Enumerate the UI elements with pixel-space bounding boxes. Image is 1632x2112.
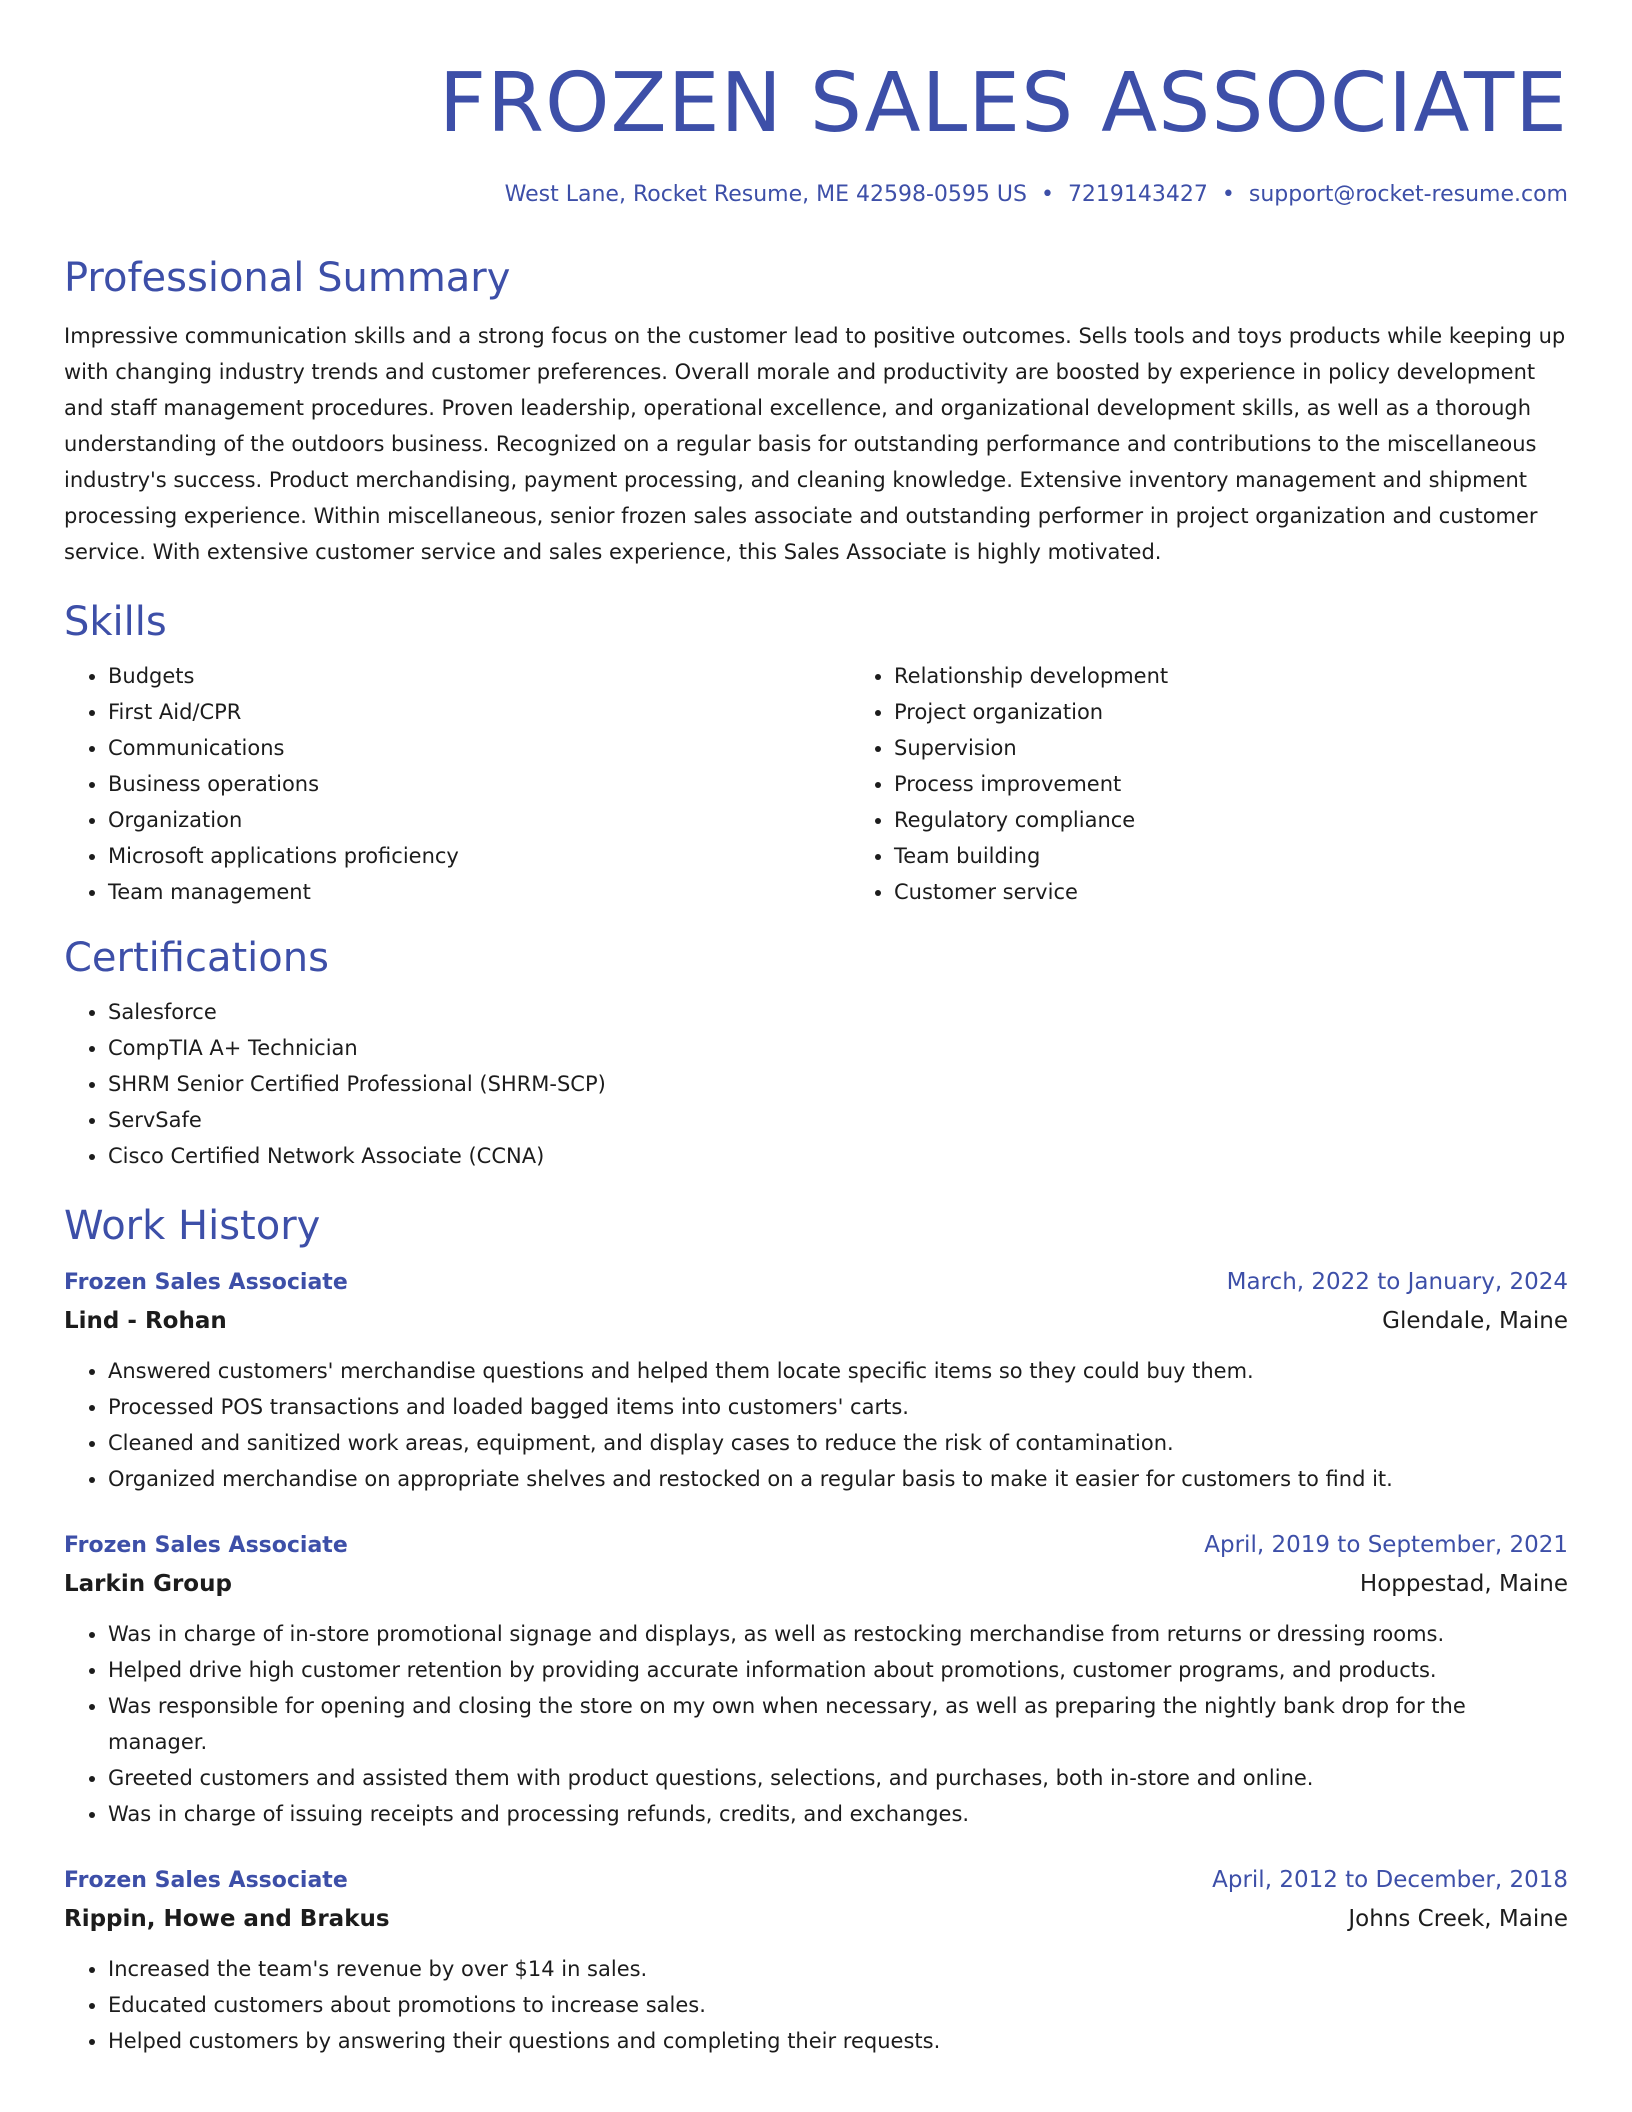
- certifications-heading: Certifications: [64, 935, 329, 981]
- job-entry: [64, 1264, 1568, 1497]
- job-title-row: [64, 1264, 1568, 1301]
- job-dates: April, 2012 to December, 2018: [1212, 1867, 1568, 1893]
- certifications-list: [64, 994, 1568, 1174]
- job-dates: March, 2022 to January, 2024: [1226, 1269, 1568, 1295]
- skill-item: • Relationship development: [894, 658, 1632, 694]
- job-bullet: • Helped drive high customer retention by providing accurate information about promotions, customer programs, and products.: [108, 1652, 1568, 1688]
- summary-text: Impressive communication skills and a strong focus on the customer lead to positive outcomes. Sells tools and toys products while keeping up with changing industry trends and customer preferences. Overall morale and productivity are boosted by experience in policy development and staff management procedures. Proven leadership, operational excellence, and organizational development skills, as well as a thorough understanding of the outdoors business. Recognized on a regular basis for outstanding performance and contributions to the miscellaneous industry's success. Product merchandising, payment processing, and cleaning knowledge. Extensive inventory management and shipment processing experience. Within miscellaneous, senior frozen sales associate and outstanding performer in project organization and customer service. With extensive customer service and sales experience, this Sales Associate is highly motivated.: [64, 324, 1566, 564]
- job-bullet: • Increased the team's revenue by over $14 in sales.: [108, 1951, 1568, 1987]
- job-title: Frozen Sales Associate: [64, 1533, 348, 1558]
- job-company: Larkin Group: [64, 1571, 232, 1597]
- certification-item: • ServSafe: [108, 1102, 1568, 1138]
- certification-item: • Cisco Certified Network Associate (CCNA): [108, 1138, 1568, 1174]
- skill-item: • Budgets: [108, 658, 850, 694]
- job-bullet: • Was responsible for opening and closing the store on my own when necessary, as well as preparing the nightly bank drop for the manager.: [108, 1688, 1568, 1760]
- contact-phone: 7219143427: [1067, 182, 1208, 207]
- job-bullet: • Organized merchandise on appropriate shelves and restocked on a regular basis to make it easier for customers to find it.: [108, 1461, 1568, 1497]
- skill-item: • Process improvement: [894, 766, 1632, 802]
- contact-address: West Lane, Rocket Resume, ME 42598-0595 US: [504, 182, 1027, 207]
- skill-item: • Team management: [108, 874, 850, 910]
- job-entry: [64, 1862, 1568, 2059]
- skills-section: [64, 598, 1568, 910]
- job-company-row: [64, 1301, 1568, 1341]
- skill-item: • Customer service: [894, 874, 1632, 910]
- skill-item: • First Aid/CPR: [108, 694, 850, 730]
- skills-list-left: [64, 658, 850, 910]
- contact-line: [64, 180, 1568, 210]
- work-history-heading: Work History: [64, 1203, 321, 1249]
- skill-item: • Project organization: [894, 694, 1632, 730]
- summary-heading: Professional Summary: [64, 255, 511, 301]
- work-history-section: [64, 1202, 1568, 2059]
- skill-item: • Communications: [108, 730, 850, 766]
- job-title: Frozen Sales Associate: [64, 1868, 348, 1893]
- job-location: Johns Creek, Maine: [1348, 1906, 1568, 1932]
- job-bullet: • Answered customers' merchandise questions and helped them locate specific items so they could buy them.: [108, 1353, 1568, 1389]
- job-company-row: [64, 1564, 1568, 1604]
- job-entry: [64, 1527, 1568, 1832]
- skill-item: • Supervision: [894, 730, 1632, 766]
- job-title: Frozen Sales Associate: [64, 1270, 348, 1295]
- job-company-row: [64, 1899, 1568, 1939]
- skills-columns: [64, 658, 1568, 910]
- job-bullets: [64, 1951, 1568, 2059]
- candidate-name: FROZEN SALES ASSOCIATE: [438, 56, 1568, 151]
- skill-item: • Organization: [108, 802, 850, 838]
- job-title-row: [64, 1527, 1568, 1564]
- job-bullet: • Helped customers by answering their questions and completing their requests.: [108, 2023, 1568, 2059]
- resume-header: [64, 58, 1568, 210]
- skill-item: • Microsoft applications proficiency: [108, 838, 850, 874]
- job-bullet: • Processed POS transactions and loaded bagged items into customers' carts.: [108, 1389, 1568, 1425]
- job-bullets: [64, 1353, 1568, 1497]
- skills-list-right: [850, 658, 1632, 910]
- skill-item: • Business operations: [108, 766, 850, 802]
- job-title-row: [64, 1862, 1568, 1899]
- skill-item: • Regulatory compliance: [894, 802, 1632, 838]
- job-bullet: • Cleaned and sanitized work areas, equipment, and display cases to reduce the risk of contamination.: [108, 1425, 1568, 1461]
- job-bullet: • Was in charge of issuing receipts and processing refunds, credits, and exchanges.: [108, 1796, 1568, 1832]
- certification-item: • SHRM Senior Certified Professional (SHRM-SCP): [108, 1066, 1568, 1102]
- certification-item: • Salesforce: [108, 994, 1568, 1030]
- contact-separator: •: [1221, 182, 1235, 207]
- certifications-section: [64, 934, 1568, 1174]
- summary-section: [64, 254, 1568, 570]
- job-dates: April, 2019 to September, 2021: [1204, 1532, 1568, 1558]
- skill-item: • Team building: [894, 838, 1632, 874]
- job-bullet: • Was in charge of in-store promotional signage and displays, as well as restocking merchandise from returns or dressing rooms.: [108, 1616, 1568, 1652]
- contact-separator: •: [1040, 182, 1054, 207]
- job-bullets: [64, 1616, 1568, 1832]
- job-company: Lind - Rohan: [64, 1308, 227, 1334]
- job-location: Hoppestad, Maine: [1359, 1571, 1568, 1597]
- job-bullet: • Educated customers about promotions to increase sales.: [108, 1987, 1568, 2023]
- contact-email: support@rocket-resume.com: [1248, 182, 1568, 207]
- certification-item: • CompTIA A+ Technician: [108, 1030, 1568, 1066]
- job-bullet: • Greeted customers and assisted them with product questions, selections, and purchases, both in-store and online.: [108, 1760, 1568, 1796]
- skills-heading: Skills: [64, 599, 167, 645]
- job-location: Glendale, Maine: [1382, 1308, 1568, 1334]
- job-company: Rippin, Howe and Brakus: [64, 1906, 390, 1932]
